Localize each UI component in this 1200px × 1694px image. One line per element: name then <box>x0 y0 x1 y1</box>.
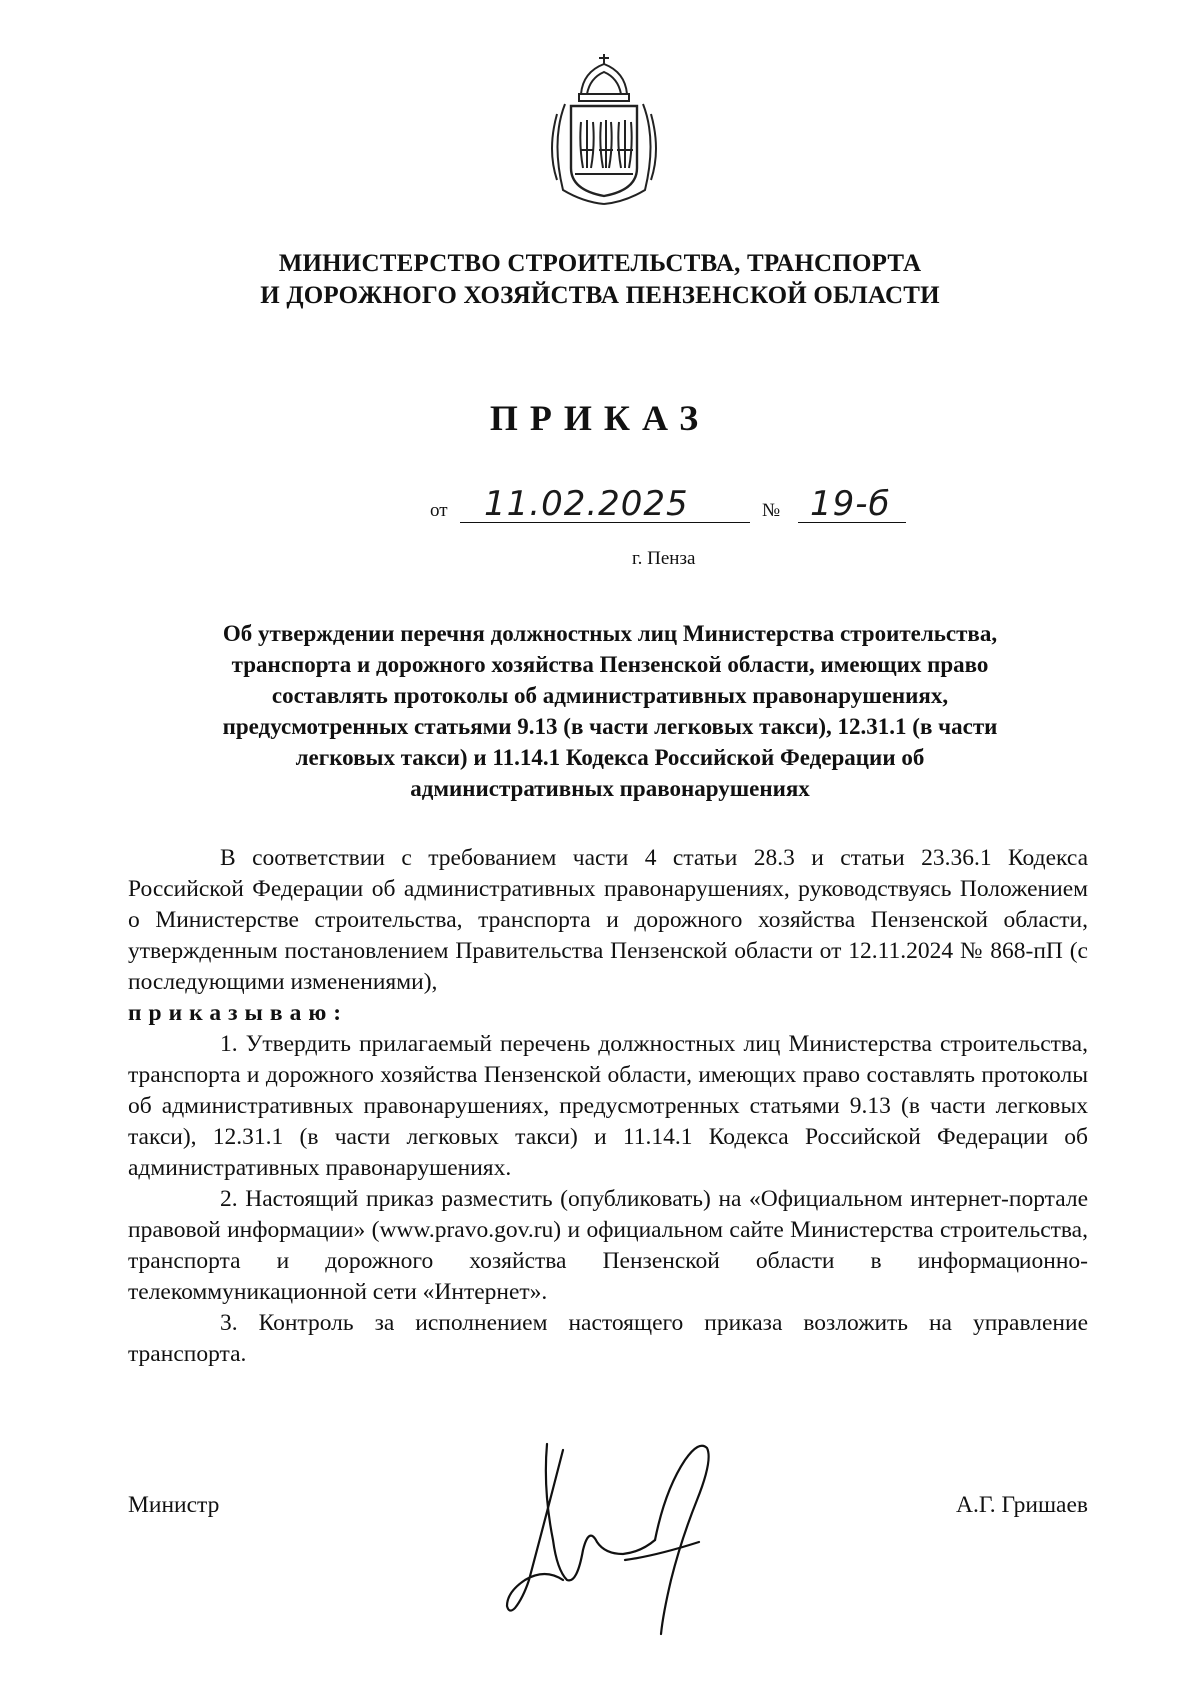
order-item-2: 2. Настоящий приказ разместить (опубликовать) на «Официальном интернет-портале правовой информации» (www.pravo.gov.ru) и официальном сайте Министерства строительства, транспорта и дорожного хозяйства Пензенской области в информационно-телекоммуникационной сети «Интернет». <box>128 1186 1088 1305</box>
subject-line: транспорта и дорожного хозяйства Пензенской области, имеющих право <box>231 652 989 677</box>
city: г. Пенза <box>632 548 696 569</box>
number-prefix: № <box>762 500 781 521</box>
preamble-paragraph: В соответствии с требованием части 4 статьи 28.3 и статьи 23.36.1 Кодекса Российской Федерации об административных правонарушениях, руководствуясь Положением о Министерстве строительства, транспорта и дорожного хозяйства Пензенской области, утвержденным постановлением Правительства Пензенской области от 12.11.2024 № 868-пП (с последующими изменениями), <box>128 845 1088 995</box>
subject-line: административных правонарушениях <box>410 776 810 801</box>
subject-line: составлять протоколы об административных правонарушениях, <box>271 683 949 708</box>
signatory-position: Министр <box>128 1492 220 1518</box>
number-value: 19-б <box>810 484 891 524</box>
document-title: ПРИКАЗ <box>489 398 711 438</box>
ministry-name-line1: МИНИСТЕРСТВО СТРОИТЕЛЬСТВА, ТРАНСПОРТА <box>278 250 922 277</box>
order-word-line <box>128 998 1088 1029</box>
order-subject <box>130 618 1090 804</box>
order-dateline <box>430 478 910 528</box>
order-word: приказываю: <box>128 1000 349 1026</box>
coat-of-arms-icon <box>543 50 665 208</box>
subject-line: Об утверждении перечня должностных лиц Министерства строительства, <box>222 621 998 646</box>
handwritten-signature-icon <box>485 1430 745 1640</box>
signatory-name: А.Г. Гришаев <box>955 1492 1088 1518</box>
order-body <box>128 843 1088 1370</box>
date-prefix: от <box>430 500 448 521</box>
number-field <box>798 478 906 523</box>
subject-line: легковых такси) и 11.14.1 Кодекса Российской Федерации об <box>295 745 925 770</box>
order-item-3: 3. Контроль за исполнением настоящего приказа возложить на управление транспорта. <box>128 1310 1088 1367</box>
date-field <box>460 478 750 523</box>
ministry-name-line2: И ДОРОЖНОГО ХОЗЯЙСТВА ПЕНЗЕНСКОЙ ОБЛАСТИ <box>260 282 940 309</box>
order-item-1: 1. Утвердить прилагаемый перечень должностных лиц Министерства строительства, транспорта и дорожного хозяйства Пензенской области, имеющих право составлять протоколы об административных правонарушениях, предусмотренных статьями 9.13 (в части легковых такси), 12.31.1 (в части легковых такси) и 11.14.1 Кодекса Российской Федерации об административных правонарушениях. <box>128 1031 1088 1181</box>
date-value: 11.02.2025 <box>484 484 689 524</box>
subject-line: предусмотренных статьями 9.13 (в части легковых такси), 12.31.1 (в части <box>222 714 998 739</box>
